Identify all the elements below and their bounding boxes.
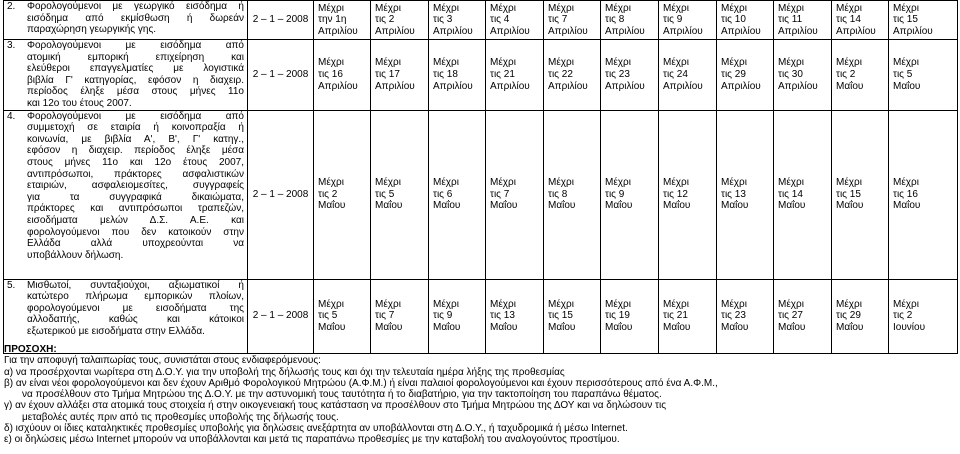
deadline-text: Απριλίου	[836, 25, 876, 37]
category-text-line	[7, 86, 244, 98]
deadline-cell	[717, 110, 774, 279]
deadline-text: Μέχρι	[375, 298, 401, 310]
deadline-text: Απριλίου	[318, 25, 358, 37]
deadline-text: τις 8	[548, 188, 568, 200]
category-text-line	[7, 169, 244, 181]
deadline-text: Μέχρι	[663, 2, 689, 14]
category-text-line	[7, 134, 244, 146]
category-text: εξωτερικού με εισοδήματα στην Ελλάδα.	[27, 325, 205, 337]
deadline-text: τις 29	[721, 68, 746, 80]
notice-line: Για την αποφυγή ταλαιπωρίας τους, συνιστάται στους ενδιαφερόμενους:	[4, 355, 321, 367]
notice-line: να προσέλθουν στο Τμήμα Μητρώου της Δ.Ο.Υ. με την αστυνομική τους ταυτότητα ή το διαβατήριο, για την τακτοποίηση του παραπάνω θέματος.	[22, 389, 662, 401]
deadline-text: Μέχρι	[433, 177, 459, 189]
deadline-text: Μέχρι	[490, 2, 516, 14]
category-text: Ελλάδα αλλά υποχρεούνται να	[27, 238, 244, 250]
deadline-text: τις 18	[433, 68, 458, 80]
deadline-text: τις 8	[605, 14, 625, 26]
taxpayer-category-cell	[4, 110, 248, 279]
notice-title: ΠΡΟΣΟΧΗ:	[4, 344, 57, 355]
deadline-text: Μαΐου	[318, 321, 346, 333]
deadline-text: τις 23	[721, 310, 746, 322]
deadline-cell	[429, 1, 486, 40]
deadline-text: Ιουνίου	[893, 321, 926, 333]
table-row	[4, 110, 958, 279]
deadline-cell	[832, 1, 889, 40]
deadline-text: Μέχρι	[548, 2, 574, 14]
deadline-cell	[601, 1, 659, 40]
deadline-text: τις 13	[490, 310, 515, 322]
deadline-cell	[486, 40, 544, 111]
deadline-text: τις 4	[490, 14, 510, 26]
deadline-text: τις 2	[836, 68, 856, 80]
deadline-text: τις 15	[836, 188, 861, 200]
deadline-cell	[314, 110, 371, 279]
deadline-cell	[889, 110, 958, 279]
deadline-text: τις 7	[375, 310, 395, 322]
category-text: στους μήνες 11ο και 12ο έτους 2007,	[27, 156, 244, 168]
category-text-line	[7, 111, 244, 123]
category-text-line	[7, 203, 244, 215]
deadline-cell	[486, 110, 544, 279]
deadline-cell	[659, 1, 717, 40]
deadline-cell	[601, 110, 659, 279]
deadline-text: Απριλίου	[721, 80, 761, 92]
deadline-text: τις 5	[318, 310, 338, 322]
deadline-table	[3, 0, 958, 354]
deadline-text: τις 7	[548, 14, 568, 26]
deadline-text: Μέχρι	[721, 2, 747, 14]
category-text-line	[7, 1, 244, 13]
category-text: συμμετοχή σε εταιρία ή κοινοπραξία ή	[27, 122, 244, 134]
deadline-text: Απριλίου	[721, 25, 761, 37]
deadline-text: Μαΐου	[548, 321, 576, 333]
deadline-text: Μέχρι	[318, 57, 344, 69]
category-text-line	[7, 63, 244, 75]
deadline-text: Απριλίου	[548, 80, 588, 92]
deadline-text: Απριλίου	[893, 25, 933, 37]
start-date-cell: 2 – 1 – 2008	[248, 279, 314, 353]
deadline-cell	[774, 279, 832, 353]
deadline-text: Μέχρι	[605, 57, 631, 69]
category-text: ελεύθεροι επαγγελματίες με λογιστικά	[27, 63, 244, 75]
start-date-cell: 2 – 1 – 2008	[248, 1, 314, 40]
deadline-text: Μέχρι	[490, 177, 516, 189]
deadline-cell	[371, 40, 429, 111]
deadline-text: Μέχρι	[318, 298, 344, 310]
deadline-text: Μέχρι	[375, 2, 401, 14]
table-row	[4, 279, 958, 353]
deadline-text: Μαΐου	[663, 321, 691, 333]
start-date-cell: 2 – 1 – 2008	[248, 110, 314, 279]
deadline-cell	[486, 279, 544, 353]
deadline-text: Μέχρι	[893, 177, 919, 189]
deadline-text: τις 13	[721, 188, 746, 200]
deadline-text: τις 16	[318, 68, 343, 80]
deadline-text: τις 21	[663, 310, 688, 322]
deadline-cell	[832, 110, 889, 279]
deadline-text: Απριλίου	[548, 25, 588, 37]
category-text-line	[7, 250, 244, 262]
category-text-line	[7, 180, 244, 192]
notice-block	[4, 344, 954, 446]
category-text-line	[7, 192, 244, 204]
deadline-cell	[659, 279, 717, 353]
deadline-text: Απριλίου	[318, 80, 358, 92]
deadline-text: τις 23	[605, 68, 630, 80]
deadline-text: τις 14	[836, 14, 861, 26]
category-text: για τα συγγραφικά δικαιώματα,	[27, 191, 244, 203]
table-row	[4, 40, 958, 111]
deadline-text: Απριλίου	[663, 80, 703, 92]
deadline-text: Μαΐου	[318, 200, 346, 212]
deadline-text: τις 2	[318, 188, 338, 200]
deadline-cell	[659, 40, 717, 111]
deadline-text: Μαΐου	[605, 200, 633, 212]
deadline-text: Μέχρι	[893, 57, 919, 69]
category-text-line	[7, 13, 244, 25]
category-text: φορολογούμενοι που δεν κατοικούν στην	[27, 226, 244, 238]
category-text: ατομική εμπορική επιχείρηση και	[27, 51, 244, 63]
deadline-text: Απριλίου	[490, 25, 530, 37]
notice-line: β) αν είναι νέοι φορολογούμενοι και δεν έχουν Αριθμό Φορολογικού Μητρώου (Α.Φ.Μ.) ή είναι παλαιοί φορολογούμενοι και έχουν περισσότερους από ένα Α.Φ.Μ.,	[4, 377, 718, 389]
deadline-cell	[832, 279, 889, 353]
deadline-text: Μέχρι	[433, 57, 459, 69]
deadline-text: τις 12	[663, 188, 688, 200]
category-number: 5.	[7, 279, 16, 291]
deadline-text: τις 14	[778, 188, 803, 200]
deadline-text: Μέχρι	[836, 177, 862, 189]
deadline-cell	[889, 1, 958, 40]
deadline-cell	[601, 40, 659, 111]
deadline-cell	[774, 1, 832, 40]
deadline-text: την 1η	[318, 14, 347, 26]
deadline-text: τις 10	[721, 14, 746, 26]
deadline-text: Μαΐου	[490, 200, 518, 212]
deadline-text: Απριλίου	[375, 80, 415, 92]
deadline-text: Μέχρι	[893, 298, 919, 310]
deadline-text: Μέχρι	[605, 177, 631, 189]
category-text: παραχώρηση γεωργικής γης.	[27, 24, 157, 36]
deadline-cell	[832, 40, 889, 111]
deadline-text: Μέχρι	[375, 57, 401, 69]
deadline-text: τις 21	[490, 68, 515, 80]
deadline-cell	[544, 279, 601, 353]
table-row	[4, 1, 958, 40]
deadline-text: Μαΐου	[663, 200, 691, 212]
deadline-text: Μαΐου	[721, 321, 749, 333]
category-text-line	[7, 291, 244, 303]
deadline-text: τις 7	[490, 188, 510, 200]
deadline-text: Μαΐου	[548, 200, 576, 212]
deadline-text: Μέχρι	[836, 57, 862, 69]
deadline-cell	[889, 279, 958, 353]
deadline-text: τις 27	[778, 310, 803, 322]
taxpayer-category-cell	[4, 40, 248, 111]
deadline-text: Μαΐου	[836, 200, 864, 212]
category-text-line	[7, 280, 244, 292]
category-text: εισόδημα από εκμίσθωση ή δωρεάν	[27, 12, 244, 24]
deadline-text: Μέχρι	[548, 177, 574, 189]
deadline-text: τις 15	[893, 14, 918, 26]
category-text: Φορολογούμενοι με γεωργικό εισόδημα ή	[27, 1, 244, 12]
deadline-text: Μέχρι	[663, 57, 689, 69]
deadline-text: τις 6	[433, 188, 453, 200]
deadline-cell	[774, 110, 832, 279]
notice-line: γ) αν έχουν αλλάξει στα ατομικά τους στοιχεία ή στην οικογενειακή τους κατάσταση να προσέλθουν στο Τμήμα Μητρώου της ΔΟΥ και να δηλώσουν τις	[4, 400, 667, 412]
deadline-text: τις 17	[375, 68, 400, 80]
category-text-line	[7, 52, 244, 64]
deadline-cell	[544, 40, 601, 111]
category-text: Φορολογούμενοι με εισόδημα από	[27, 40, 244, 51]
deadline-cell	[371, 1, 429, 40]
category-number: 2.	[7, 1, 16, 12]
category-text: αντιπρόσωποι, πράκτορες ασφαλιστικών	[27, 168, 244, 180]
notice-line: δ) ισχύουν οι ίδιες καταληκτικές προθεσμίες υποβολής για δηλώσεις ανεξάρτητα αν υποβάλλονται στη Δ.Ο.Υ., ή ταχυδρομικά ή μέσω Internet.	[4, 423, 628, 435]
deadline-text: Απριλίου	[778, 25, 818, 37]
deadline-text: Μέχρι	[663, 177, 689, 189]
deadline-text: Μαΐου	[605, 321, 633, 333]
deadline-text: τις 9	[433, 310, 453, 322]
deadline-text: Μέχρι	[548, 57, 574, 69]
notice-lines	[4, 355, 954, 445]
deadline-text: Μαΐου	[375, 321, 403, 333]
category-text-line	[7, 98, 244, 110]
category-text: Φορολογούμενοι με εισόδημα από	[27, 110, 244, 122]
deadline-cell	[717, 279, 774, 353]
deadline-text: τις 24	[663, 68, 688, 80]
deadline-text: Μέχρι	[836, 298, 862, 310]
category-text: περίοδος έληξε μέσα στους μήνες 11ο	[27, 86, 244, 98]
deadline-text: Μέχρι	[433, 2, 459, 14]
deadline-text: τις 19	[605, 310, 630, 322]
category-text: πράκτορες και αντιπρόσωποι τραπεζών,	[27, 203, 244, 215]
deadline-cell	[371, 279, 429, 353]
category-text-line	[7, 157, 244, 169]
deadline-text: Μέχρι	[778, 298, 804, 310]
deadline-cell	[889, 40, 958, 111]
deadline-text: Μαΐου	[433, 321, 461, 333]
deadline-text: Απριλίου	[375, 25, 415, 37]
deadline-text: τις 2	[375, 14, 395, 26]
deadline-cell	[429, 40, 486, 111]
deadline-text: Μέχρι	[318, 177, 344, 189]
start-date-cell: 2 – 1 – 2008	[248, 40, 314, 111]
deadline-text: Απριλίου	[433, 25, 473, 37]
deadline-text: Μέχρι	[836, 2, 862, 14]
deadline-cell	[314, 1, 371, 40]
deadline-text: Απριλίου	[433, 80, 473, 92]
category-text-line	[7, 215, 244, 227]
deadline-text: τις 15	[548, 310, 573, 322]
deadline-text: Μαΐου	[893, 200, 921, 212]
deadline-text: τις 5	[375, 188, 395, 200]
category-text-line	[7, 227, 244, 239]
deadline-cell	[717, 40, 774, 111]
deadline-text: Απριλίου	[605, 25, 645, 37]
deadline-text: Μαΐου	[721, 200, 749, 212]
deadline-cell	[429, 110, 486, 279]
deadline-text: Μέχρι	[663, 298, 689, 310]
deadline-text: Μέχρι	[778, 2, 804, 14]
category-text: εισοδήματα μελών Δ.Σ. Α.Ε. και	[27, 214, 244, 226]
deadline-text: Μαΐου	[778, 200, 806, 212]
deadline-cell	[429, 279, 486, 353]
deadline-text: Μαΐου	[778, 321, 806, 333]
category-text: εφόσον η διαχειρ. περίοδος έληξε μέσα	[27, 145, 244, 157]
table-body	[4, 1, 958, 354]
notice-line: ε) οι δηλώσεις μέσω Internet μπορούν να υποβάλλονται και μετά τις παραπάνω προθεσμίες με την καταβολή του αναλογούντος προστίμου.	[4, 434, 620, 446]
category-text: αλλοδαπής, καθώς και κάτοικοι	[27, 314, 244, 326]
category-number: 3.	[7, 40, 16, 51]
deadline-text: Μαΐου	[836, 80, 864, 92]
notice-line: μεταβολές αυτές πριν από τις προθεσμίες υποβολής της δήλωσής τους.	[22, 411, 339, 423]
category-text-line	[7, 24, 244, 36]
category-text: Μισθωτοί, συνταξιούχοι, αξιωματικοί ή	[27, 279, 244, 291]
deadline-text: Μαΐου	[375, 200, 403, 212]
category-text: κατώτερο πλήρωμα εμπορικών πλοίων,	[27, 291, 244, 303]
deadline-text: τις 2	[893, 310, 913, 322]
deadline-text: τις 22	[548, 68, 573, 80]
deadline-text: Απριλίου	[605, 80, 645, 92]
category-text-line	[7, 303, 244, 315]
deadline-text: τις 30	[778, 68, 803, 80]
deadline-cell	[544, 110, 601, 279]
category-text: κοινωνία, με βιβλία Α', Β', Γ' κατηγ.,	[27, 133, 244, 145]
deadline-text: Απριλίου	[490, 80, 530, 92]
category-text-line	[7, 326, 244, 338]
deadline-text: Μαΐου	[433, 200, 461, 212]
notice-line: α) να προσέρχονται νωρίτερα στη Δ.Ο.Υ. για την υποβολή της δήλωσής τους και όχι την τελευταία ημέρα λήξης της προθεσμίας	[4, 366, 565, 378]
deadline-text: Μέχρι	[778, 177, 804, 189]
deadline-text: Μαΐου	[893, 80, 921, 92]
deadline-cell	[601, 279, 659, 353]
deadline-text: τις 9	[663, 14, 683, 26]
category-text: και 12ο του έτους 2007.	[27, 97, 132, 109]
deadline-text: Μέχρι	[433, 298, 459, 310]
deadline-text: Μέχρι	[778, 57, 804, 69]
deadline-text: Μαΐου	[836, 321, 864, 333]
category-text-line	[7, 238, 244, 250]
deadline-cell	[314, 279, 371, 353]
taxpayer-category-cell	[4, 1, 248, 40]
category-text-line	[7, 145, 244, 157]
deadline-text: Μέχρι	[721, 298, 747, 310]
deadline-cell	[774, 40, 832, 111]
deadline-text: Μέχρι	[605, 298, 631, 310]
deadline-cell	[544, 1, 601, 40]
deadline-text: Μέχρι	[548, 298, 574, 310]
deadline-text: Μέχρι	[893, 2, 919, 14]
deadline-text: Μαΐου	[490, 321, 518, 333]
deadline-text: τις 29	[836, 310, 861, 322]
deadline-text: τις 16	[893, 188, 918, 200]
category-number: 4.	[7, 110, 16, 122]
deadline-cell	[486, 1, 544, 40]
category-text-line	[7, 75, 244, 87]
category-text-line	[7, 314, 244, 326]
category-text-line	[7, 40, 244, 52]
deadline-cell	[717, 1, 774, 40]
category-text: υποβάλλουν δήλωση.	[27, 249, 124, 261]
deadline-cell	[371, 110, 429, 279]
deadline-text: Μέχρι	[605, 2, 631, 14]
deadline-cell	[659, 110, 717, 279]
deadline-text: τις 9	[605, 188, 625, 200]
taxpayer-category-cell	[4, 279, 248, 353]
deadline-text: Μέχρι	[318, 2, 344, 14]
deadline-text: Μέχρι	[490, 57, 516, 69]
category-text: φορολογούμενοι με εισοδήματα της	[27, 302, 244, 314]
deadline-text: Μέχρι	[375, 177, 401, 189]
category-text: εταιριών, ασφαλειομεσίτες, συγγραφείς	[27, 180, 244, 192]
deadline-text: Απριλίου	[778, 80, 818, 92]
category-text: βιβλία Γ' κατηγορίας, εφόσον η διαχειρ.	[27, 74, 244, 86]
deadline-text: Απριλίου	[663, 25, 703, 37]
deadline-cell	[314, 40, 371, 111]
category-text-line	[7, 122, 244, 134]
deadline-text: τις 11	[778, 14, 803, 26]
deadline-text: τις 3	[433, 14, 453, 26]
deadline-text: Μέχρι	[721, 177, 747, 189]
deadline-text: Μέχρι	[490, 298, 516, 310]
deadline-text: Μέχρι	[721, 57, 747, 69]
deadline-text: τις 5	[893, 68, 913, 80]
